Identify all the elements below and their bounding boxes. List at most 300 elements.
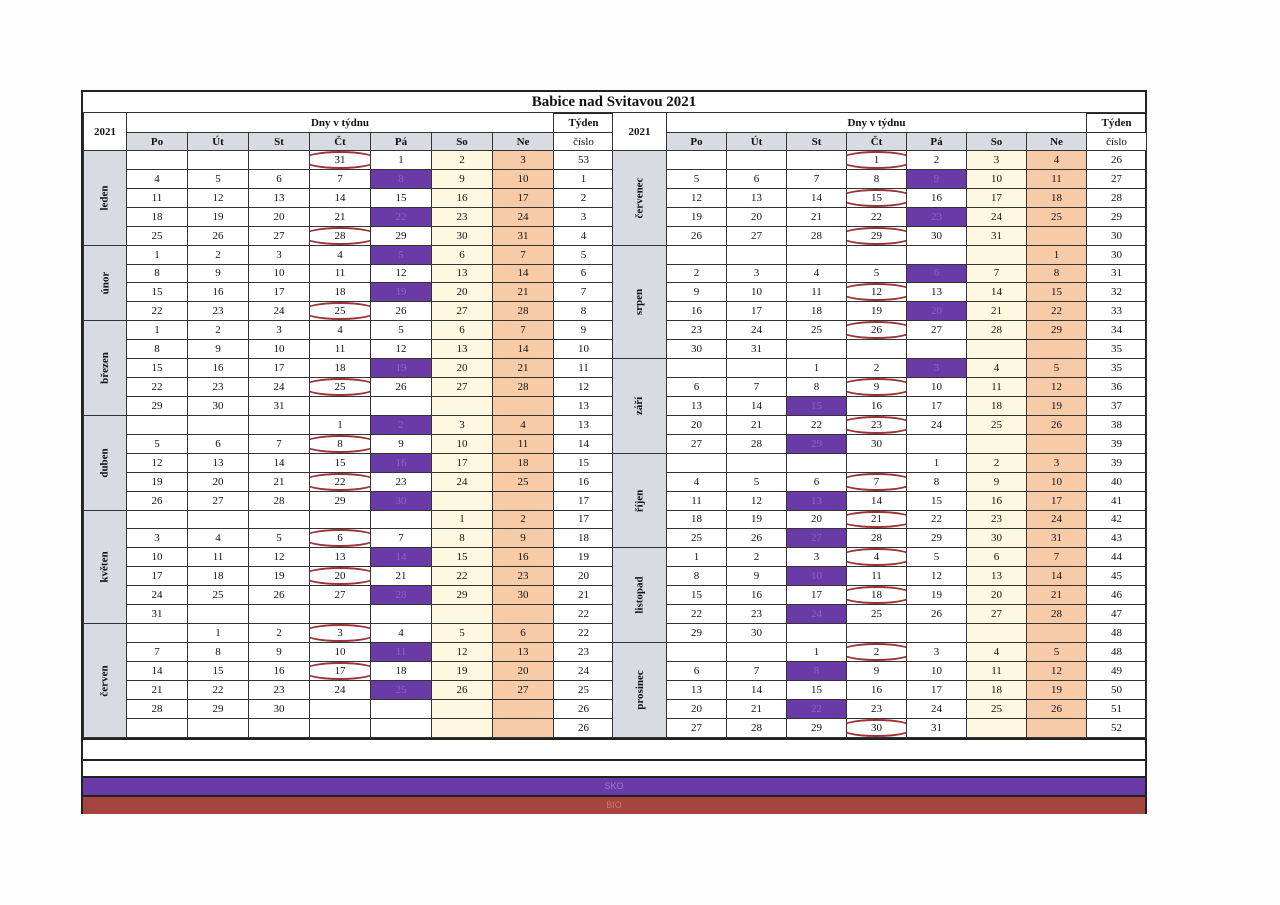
day-cell: 3: [432, 415, 493, 434]
day-cell: 14: [787, 188, 847, 207]
day-cell: 8: [188, 642, 249, 661]
week-number: 26: [554, 718, 614, 737]
day-cell: 30: [493, 586, 554, 605]
day-cell: 20: [787, 510, 847, 529]
day-cell: 3: [249, 245, 310, 264]
day-cell: 17: [493, 188, 554, 207]
year-header: 2021: [613, 113, 667, 151]
week-row: [613, 680, 1147, 699]
day-cell: 28: [967, 321, 1027, 340]
day-cell: 19: [249, 567, 310, 586]
day-cell: 29: [432, 586, 493, 605]
day-cell: 2: [432, 151, 493, 170]
week-row: [613, 169, 1147, 188]
day-cell: 16: [188, 283, 249, 302]
week-row: [84, 472, 614, 491]
day-cell: 23: [847, 699, 907, 718]
day-cell: 7: [787, 169, 847, 188]
day-name: Út: [727, 133, 787, 151]
day-cell: 12: [188, 188, 249, 207]
day-cell: 23: [432, 207, 493, 226]
day-name: Čt: [310, 133, 371, 151]
week-number: 39: [1087, 434, 1147, 453]
day-cell-bio: 9: [847, 378, 907, 397]
day-cell: [847, 453, 907, 472]
day-cell: 22: [188, 680, 249, 699]
calendar-body-left: [84, 151, 614, 738]
week-number: 28: [1087, 188, 1147, 207]
day-cell-bio: 22: [310, 472, 371, 491]
day-cell: 27: [667, 434, 727, 453]
day-cell: 11: [310, 340, 371, 359]
day-cell: 13: [432, 264, 493, 283]
day-cell-sko: 6: [907, 264, 967, 283]
day-cell: 21: [1027, 586, 1087, 605]
day-cell: 10: [493, 169, 554, 188]
week-row: [84, 567, 614, 586]
day-cell: 22: [127, 378, 188, 397]
day-cell: 3: [127, 529, 188, 548]
day-cell: 9: [188, 340, 249, 359]
day-cell: 15: [127, 283, 188, 302]
day-cell: 15: [310, 453, 371, 472]
day-cell: 5: [371, 321, 432, 340]
day-cell: [188, 510, 249, 529]
day-cell: 19: [847, 302, 907, 321]
day-cell: [727, 359, 787, 378]
day-cell-bio: 20: [310, 567, 371, 586]
day-cell: 9: [371, 434, 432, 453]
day-cell: [907, 434, 967, 453]
week-number: 12: [554, 378, 614, 397]
day-cell: 16: [727, 586, 787, 605]
week-row: [613, 642, 1147, 661]
week-number: 4: [554, 226, 614, 245]
day-cell: 29: [907, 529, 967, 548]
day-cell: [667, 642, 727, 661]
day-cell: 13: [667, 680, 727, 699]
day-cell: 13: [727, 188, 787, 207]
day-cell: 19: [127, 472, 188, 491]
day-cell: 13: [667, 396, 727, 415]
week-number: 26: [1087, 151, 1147, 170]
day-cell: [967, 340, 1027, 359]
week-number: 24: [554, 661, 614, 680]
day-cell: 17: [967, 188, 1027, 207]
day-cell: 15: [907, 491, 967, 510]
day-cell: 22: [847, 207, 907, 226]
month-name: červenec: [633, 177, 646, 219]
day-cell: [907, 340, 967, 359]
day-cell: 31: [907, 718, 967, 737]
day-cell: 6: [667, 378, 727, 397]
day-cell: 26: [249, 586, 310, 605]
day-cell: 4: [667, 472, 727, 491]
day-cell: 1: [188, 624, 249, 643]
day-cell: 15: [188, 661, 249, 680]
day-cell: 25: [787, 321, 847, 340]
calendar-half-left: [83, 112, 614, 738]
day-cell: 25: [847, 605, 907, 624]
week-row: [613, 472, 1147, 491]
month-name: únor: [99, 271, 111, 295]
day-cell: 22: [907, 510, 967, 529]
day-cell: 1: [432, 510, 493, 529]
week-number: 14: [554, 434, 614, 453]
day-cell: 3: [967, 151, 1027, 170]
blank-row: [83, 757, 1145, 778]
day-cell: 5: [127, 434, 188, 453]
week-number: 20: [554, 567, 614, 586]
day-cell: 5: [1027, 359, 1087, 378]
day-cell: 22: [787, 415, 847, 434]
day-cell: [127, 624, 188, 643]
day-cell: 29: [127, 396, 188, 415]
day-cell-bio: 28: [310, 226, 371, 245]
day-cell: [371, 605, 432, 624]
day-cell: 6: [432, 245, 493, 264]
day-cell: 12: [667, 188, 727, 207]
week-number: 35: [1087, 359, 1147, 378]
week-row: [84, 396, 614, 415]
week-number: 29: [1087, 207, 1147, 226]
day-cell: 28: [727, 718, 787, 737]
week-row: [613, 624, 1147, 643]
day-cell: [907, 245, 967, 264]
week-number: 44: [1087, 548, 1147, 567]
day-cell: [667, 245, 727, 264]
week-number: 27: [1087, 169, 1147, 188]
day-cell: [493, 718, 554, 737]
day-cell: 22: [127, 302, 188, 321]
week-row: [613, 718, 1147, 737]
week-row: [613, 245, 1147, 264]
month-name: leden: [99, 185, 111, 211]
day-cell: 11: [493, 434, 554, 453]
day-cell: 3: [493, 151, 554, 170]
week-number: 53: [554, 151, 614, 170]
day-cell-sko: 2: [371, 415, 432, 434]
day-cell: 25: [967, 415, 1027, 434]
day-cell: 18: [787, 302, 847, 321]
week-number: 13: [554, 396, 614, 415]
day-cell: 21: [493, 283, 554, 302]
week-row: [613, 415, 1147, 434]
day-cell: 2: [847, 359, 907, 378]
day-cell: 2: [727, 548, 787, 567]
day-cell: 7: [310, 169, 371, 188]
day-cell: 24: [249, 302, 310, 321]
day-cell: 31: [727, 340, 787, 359]
day-cell: [1027, 624, 1087, 643]
week-row: [613, 699, 1147, 718]
day-cell: [1027, 340, 1087, 359]
month-name: březen: [98, 352, 111, 384]
day-cell: 28: [493, 302, 554, 321]
day-cell: 21: [727, 699, 787, 718]
day-cell-bio: 2: [847, 642, 907, 661]
legend-sko: SKO: [83, 778, 1145, 797]
day-cell-sko: 27: [787, 529, 847, 548]
week-row: [84, 680, 614, 699]
day-cell: 16: [847, 396, 907, 415]
day-cell: 17: [907, 396, 967, 415]
day-cell: 21: [249, 472, 310, 491]
month-name: prosinec: [633, 670, 646, 710]
day-cell: 14: [727, 396, 787, 415]
day-cell: 24: [249, 378, 310, 397]
day-cell-sko: 8: [787, 661, 847, 680]
week-row: [84, 415, 614, 434]
day-cell: 13: [432, 340, 493, 359]
day-cell: 26: [188, 226, 249, 245]
day-cell: 5: [667, 169, 727, 188]
day-cell-bio: 12: [847, 283, 907, 302]
day-cell: [371, 699, 432, 718]
day-cell: 10: [249, 340, 310, 359]
week-row: [84, 302, 614, 321]
day-cell-bio: 1: [847, 151, 907, 170]
day-cell-sko: 10: [787, 567, 847, 586]
day-name: Po: [667, 133, 727, 151]
week-number: 33: [1087, 302, 1147, 321]
day-cell: 20: [432, 283, 493, 302]
day-cell: 6: [787, 472, 847, 491]
day-cell: 28: [727, 434, 787, 453]
week-number: 17: [554, 491, 614, 510]
day-cell: 24: [907, 415, 967, 434]
day-cell: 12: [249, 548, 310, 567]
day-cell: 21: [787, 207, 847, 226]
day-cell: 18: [371, 661, 432, 680]
day-cell: 15: [127, 359, 188, 378]
day-cell: 16: [907, 188, 967, 207]
day-cell: 11: [667, 491, 727, 510]
week-number: 7: [554, 283, 614, 302]
week-row: [613, 151, 1147, 170]
week-row: [84, 264, 614, 283]
day-cell: 9: [432, 169, 493, 188]
week-number: 15: [554, 453, 614, 472]
day-cell: 28: [249, 491, 310, 510]
day-cell: [1027, 226, 1087, 245]
day-cell: 17: [787, 586, 847, 605]
week-row: [84, 321, 614, 340]
day-cell-bio: 29: [847, 226, 907, 245]
week-row: [613, 188, 1147, 207]
week-row: [613, 321, 1147, 340]
week-row: [84, 151, 614, 170]
week-number: 49: [1087, 661, 1147, 680]
day-cell: 23: [667, 321, 727, 340]
month-label: [84, 321, 127, 416]
calendar-title: Babice nad Svitavou 2021: [83, 92, 1145, 114]
day-cell: 30: [907, 226, 967, 245]
week-number: 48: [1087, 624, 1147, 643]
day-cell: 16: [967, 491, 1027, 510]
day-cell: 21: [310, 207, 371, 226]
day-cell: 17: [127, 567, 188, 586]
day-cell: 30: [249, 699, 310, 718]
day-name: So: [432, 133, 493, 151]
day-cell: [847, 245, 907, 264]
day-cell: 7: [371, 529, 432, 548]
day-cell: 28: [847, 529, 907, 548]
day-cell: 26: [432, 680, 493, 699]
week-number: 34: [1087, 321, 1147, 340]
day-cell: [127, 718, 188, 737]
day-cell: 20: [249, 207, 310, 226]
day-cell: [967, 245, 1027, 264]
day-cell: 30: [847, 434, 907, 453]
day-cell: [432, 605, 493, 624]
day-cell: [432, 396, 493, 415]
week-number: 16: [554, 472, 614, 491]
day-cell: 26: [1027, 699, 1087, 718]
week-row: [84, 378, 614, 397]
week-number: 47: [1087, 605, 1147, 624]
day-cell: 18: [310, 359, 371, 378]
week-row: [613, 340, 1147, 359]
day-cell: [188, 605, 249, 624]
day-cell: 18: [188, 567, 249, 586]
day-cell-bio: 6: [310, 529, 371, 548]
day-cell: 14: [967, 283, 1027, 302]
day-cell: 9: [493, 529, 554, 548]
day-cell: 13: [188, 453, 249, 472]
day-cell: 29: [1027, 321, 1087, 340]
day-cell: [249, 415, 310, 434]
day-cell: 3: [249, 321, 310, 340]
calendar-table-right: [612, 112, 1147, 738]
day-cell: 29: [371, 226, 432, 245]
day-cell: 18: [1027, 188, 1087, 207]
day-cell: [667, 453, 727, 472]
day-cell: 27: [188, 491, 249, 510]
week-number: 1: [554, 169, 614, 188]
day-cell: 24: [907, 699, 967, 718]
day-cell: 1: [667, 548, 727, 567]
legend-bio: BIO: [83, 797, 1145, 814]
day-cell: 14: [249, 453, 310, 472]
week-row: [84, 453, 614, 472]
day-cell-sko: 19: [371, 283, 432, 302]
day-cell: 7: [127, 642, 188, 661]
day-cell: 28: [493, 378, 554, 397]
day-cell: 27: [967, 605, 1027, 624]
day-cell: 29: [787, 718, 847, 737]
day-cell: 29: [188, 699, 249, 718]
day-cell: 25: [127, 226, 188, 245]
week-row: [84, 169, 614, 188]
day-cell: 14: [127, 661, 188, 680]
week-number: 40: [1087, 472, 1147, 491]
day-cell: 20: [188, 472, 249, 491]
day-cell-sko: 9: [907, 169, 967, 188]
month-label: [613, 548, 667, 643]
day-cell: 25: [493, 472, 554, 491]
day-cell: 16: [249, 661, 310, 680]
day-cell: 15: [371, 188, 432, 207]
day-cell: 12: [371, 264, 432, 283]
day-cell: [310, 396, 371, 415]
day-cell-sko: 15: [787, 396, 847, 415]
day-cell: 5: [432, 624, 493, 643]
day-cell: 19: [907, 586, 967, 605]
day-cell: 31: [249, 396, 310, 415]
day-cell: 24: [967, 207, 1027, 226]
day-cell: 2: [249, 624, 310, 643]
day-cell-bio: 17: [310, 661, 371, 680]
day-cell: 27: [310, 586, 371, 605]
day-cell-sko: 22: [787, 699, 847, 718]
month-label: [613, 245, 667, 359]
day-cell-sko: 11: [371, 642, 432, 661]
month-label: [84, 245, 127, 321]
day-cell: 2: [907, 151, 967, 170]
week-row: [84, 245, 614, 264]
day-cell: 8: [127, 264, 188, 283]
day-cell: [667, 151, 727, 170]
day-cell: 10: [127, 548, 188, 567]
day-cell: 7: [967, 264, 1027, 283]
day-cell: 11: [967, 661, 1027, 680]
day-name: St: [787, 133, 847, 151]
day-cell: 13: [967, 567, 1027, 586]
day-cell: [249, 510, 310, 529]
day-cell: 19: [188, 207, 249, 226]
week-number: 26: [554, 699, 614, 718]
day-cell: 26: [907, 605, 967, 624]
day-name: Ne: [1027, 133, 1087, 151]
day-cell: 28: [127, 699, 188, 718]
week-number: 18: [554, 529, 614, 548]
day-cell: 25: [967, 699, 1027, 718]
week-number: 32: [1087, 283, 1147, 302]
week-row: [613, 661, 1147, 680]
day-cell: 1: [907, 453, 967, 472]
day-cell: 18: [967, 680, 1027, 699]
day-cell: 12: [1027, 378, 1087, 397]
day-cell: 16: [432, 188, 493, 207]
day-cell: [667, 359, 727, 378]
month-label: [84, 624, 127, 738]
day-cell: 2: [667, 264, 727, 283]
day-cell: 20: [967, 586, 1027, 605]
day-cell: [127, 415, 188, 434]
day-cell-sko: 25: [371, 680, 432, 699]
week-number: 52: [1087, 718, 1147, 737]
day-cell: 30: [432, 226, 493, 245]
week-header: Týden: [554, 113, 614, 133]
day-cell: [967, 624, 1027, 643]
day-cell: 20: [667, 415, 727, 434]
day-cell: 17: [249, 283, 310, 302]
calendar-table-left: [83, 112, 614, 738]
day-name: Ne: [493, 133, 554, 151]
week-number-header: číslo: [1087, 133, 1147, 151]
calendar-sheet: [81, 90, 1147, 814]
day-cell-sko: 30: [371, 491, 432, 510]
day-cell: 8: [432, 529, 493, 548]
day-cell: 4: [967, 642, 1027, 661]
day-cell: 27: [667, 718, 727, 737]
day-cell: 18: [667, 510, 727, 529]
day-cell-bio: 8: [310, 434, 371, 453]
day-cell: 7: [727, 378, 787, 397]
day-cell: 27: [249, 226, 310, 245]
day-cell-bio: 25: [310, 378, 371, 397]
